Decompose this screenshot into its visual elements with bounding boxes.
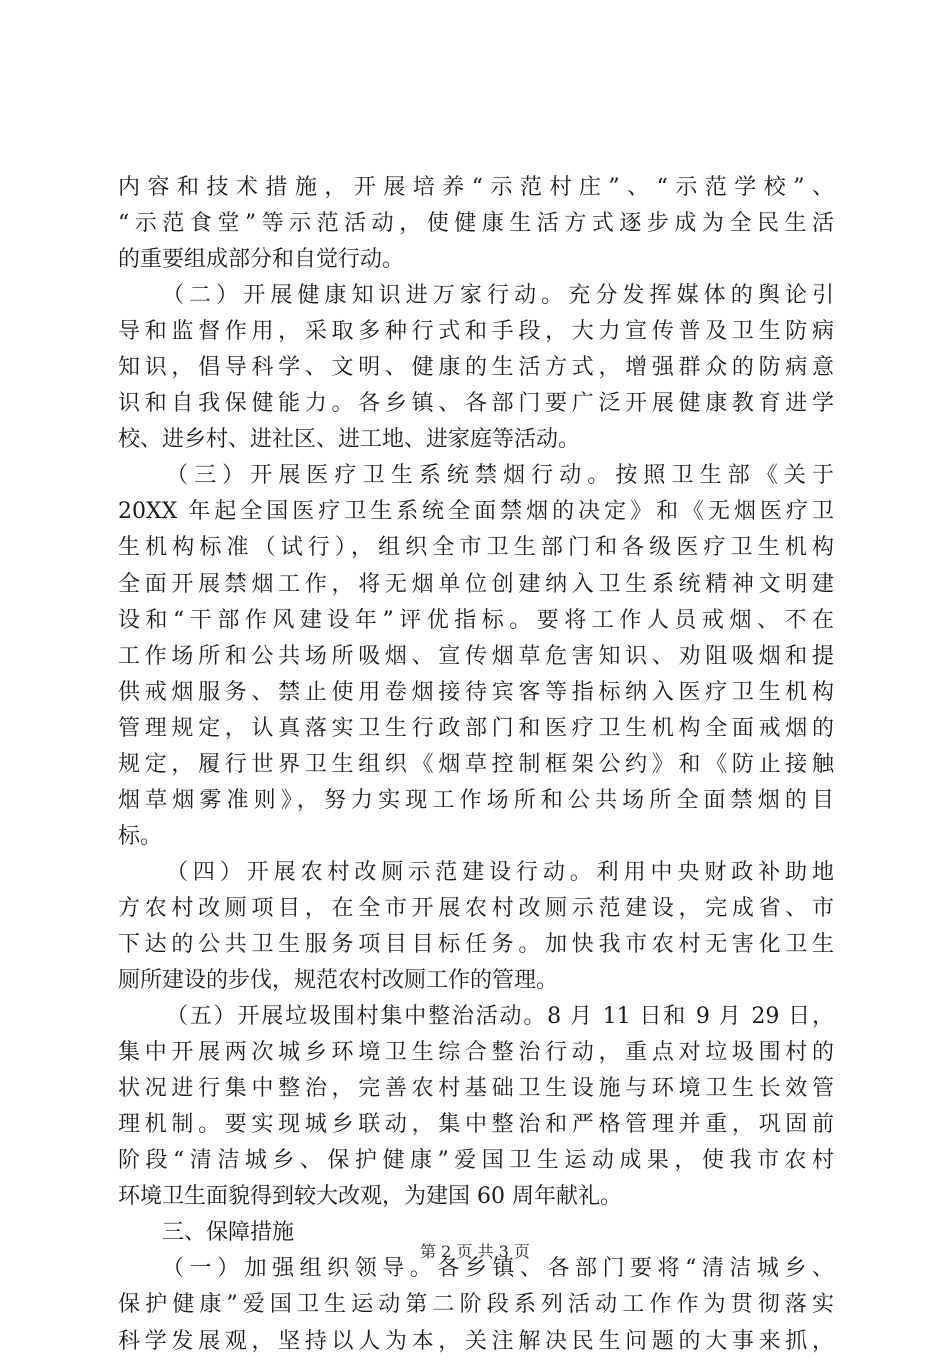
text-line: 生机构标准（试行），组织全市卫生部门和各级医疗卫生机构 bbox=[118, 535, 834, 561]
text-line: 厕所建设的步伐，规范农村改厕工作的管理。 bbox=[118, 968, 559, 994]
text-line: 环境卫生面貌得到较大改观，为建国 60 周年献礼。 bbox=[118, 1184, 622, 1210]
text-line: 供戒烟服务、禁止使用卷烟接待宾客等指标纳入医疗卫生机构 bbox=[118, 679, 834, 705]
text-line: （三）开展医疗卫生系统禁烟行动。按照卫生部《关于 bbox=[166, 463, 834, 489]
text-line: 状况进行集中整治，完善农村基础卫生设施与环境卫生长效管 bbox=[118, 1076, 834, 1102]
text-line: 20XX 年起全国医疗卫生系统全面禁烟的决定》和《无烟医疗卫 bbox=[118, 499, 834, 525]
text-line: 全面开展禁烟工作，将无烟单位创建纳入卫生系统精神文明建 bbox=[118, 571, 834, 597]
text-line: 设和“干部作风建设年”评优指标。要将工作人员戒烟、不在 bbox=[118, 607, 834, 633]
text-line: 识和自我保健能力。各乡镇、各部门要广泛开展健康教育进学 bbox=[118, 391, 834, 417]
text-line: 下达的公共卫生服务项目目标任务。加快我市农村无害化卫生 bbox=[118, 931, 834, 957]
text-line: 知识，倡导科学、文明、健康的生活方式，增强群众的防病意 bbox=[118, 355, 834, 381]
text-line: 三、保障措施 bbox=[162, 1220, 295, 1246]
text-line: 的重要组成部分和自觉行动。 bbox=[118, 247, 405, 273]
text-line: 方农村改厕项目，在全市开展农村改厕示范建设，完成省、市 bbox=[118, 895, 834, 921]
text-line: 科学发展观，坚持以人为本，关注解决民生问题的大事来抓， bbox=[118, 1328, 834, 1354]
body-text bbox=[118, 170, 834, 1360]
text-line: 阶段“清洁城乡、保护健康”爱国卫生运动成果，使我市农村 bbox=[118, 1148, 834, 1174]
text-line: 保护健康”爱国卫生运动第二阶段系列活动工作作为贯彻落实 bbox=[118, 1292, 834, 1318]
text-line: 管理规定，认真落实卫生行政部门和医疗卫生机构全面戒烟的 bbox=[118, 715, 834, 741]
page-footer: 第 2 页 共 3 页 bbox=[420, 1242, 530, 1261]
text-line: （一）加强组织领导。各乡镇、各部门要将“清洁城乡、 bbox=[162, 1256, 834, 1282]
text-line: 校、进乡村、进社区、进工地、进家庭等活动。 bbox=[118, 427, 581, 453]
text-line: （二）开展健康知识进万家行动。充分发挥媒体的舆论引 bbox=[162, 283, 834, 309]
text-line: 烟草烟雾准则》，努力实现工作场所和公共场所全面禁烟的目 bbox=[118, 787, 834, 813]
text-line: 理机制。要实现城乡联动，集中整治和严格管理并重，巩固前 bbox=[118, 1112, 834, 1138]
text-line: 集中开展两次城乡环境卫生综合整治行动，重点对垃圾围村的 bbox=[118, 1040, 834, 1066]
text-line: 规定，履行世界卫生组织《烟草控制框架公约》和《防止接触 bbox=[118, 751, 834, 777]
text-line: 导和监督作用，采取多种行式和手段，大力宣传普及卫生防病 bbox=[118, 319, 834, 345]
text-line: 标。 bbox=[118, 823, 163, 849]
text-line: 工作场所和公共场所吸烟、宣传烟草危害知识、劝阻吸烟和提 bbox=[118, 643, 834, 669]
text-line: （四）开展农村改厕示范建设行动。利用中央财政补助地 bbox=[166, 859, 834, 885]
text-line: 内容和技术措施，开展培养“示范村庄”、“示范学校”、 bbox=[118, 175, 834, 200]
text-line: （五）开展垃圾围村集中整治活动。8 月 11 日和 9 月 29 日， bbox=[166, 1004, 834, 1030]
text-line: “示范食堂”等示范活动，使健康生活方式逐步成为全民生活 bbox=[118, 211, 834, 237]
